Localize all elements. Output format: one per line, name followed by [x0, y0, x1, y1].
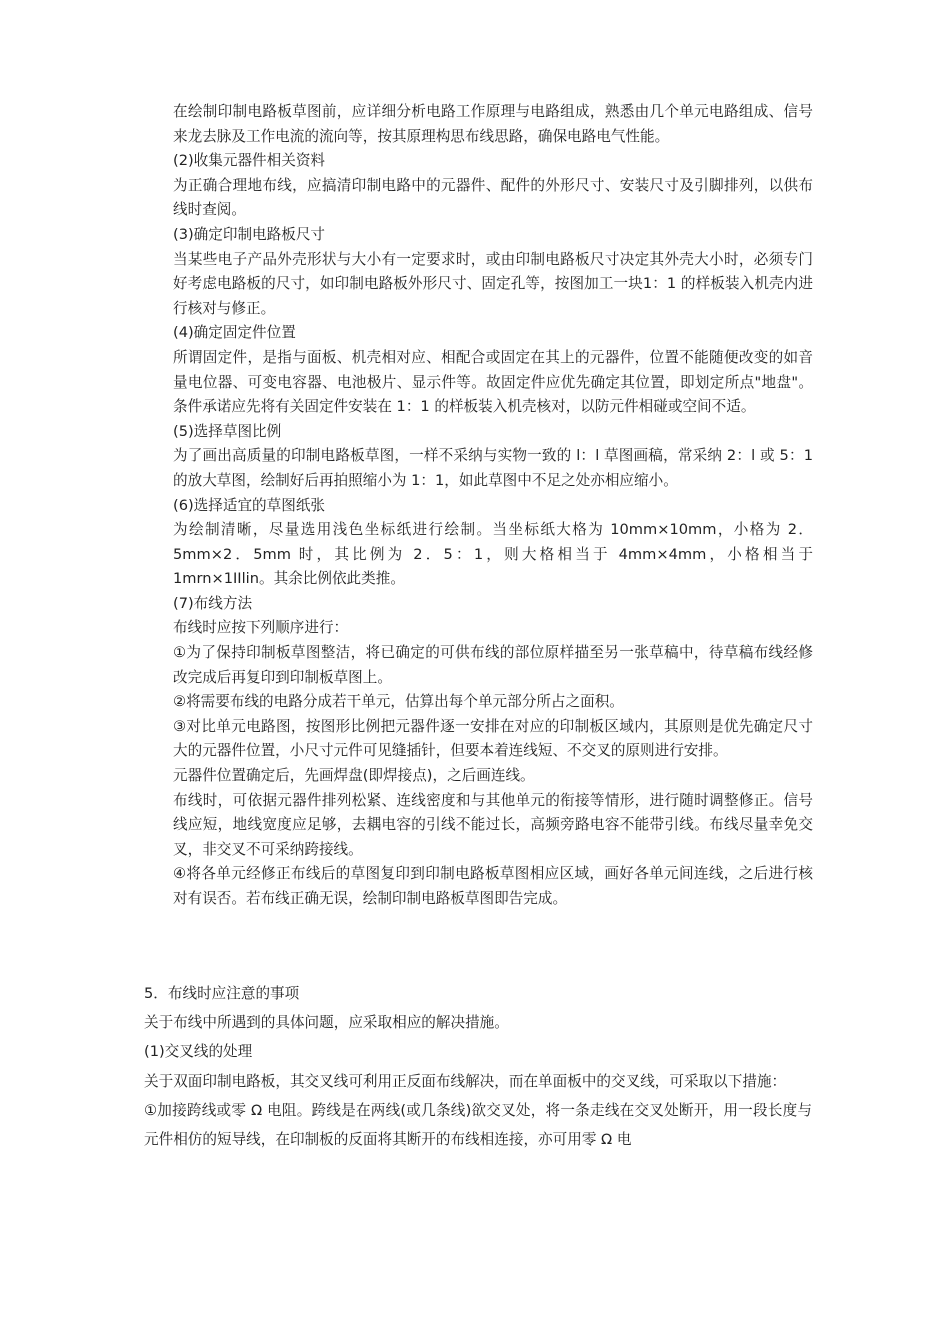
- paragraph: 所谓固定件，是指与面板、机壳相对应、相配合或固定在其上的元器件，位置不能随便改变的如音量电位器、可变电容器、电池极片、显示件等。故固定件应优先确定其位置，即划定所点"地盘"。条件承诺应先将有关固定件安装在 1：1 的样板装入机壳核对，以防元件相碰或空间不适。: [173, 348, 813, 416]
- subheading: (5)选择草图比例: [173, 422, 282, 440]
- paragraph: 为绘制清晰，尽量选用浅色坐标纸进行绘制。当坐标纸大格为 10mm×10mm，小格为 2．5mm×2．5mm 时，其比例为 2．5：1，则大格相当于 4mm×4mm，小格相当于 1mrn×1IIlin。其余比例依此类推。: [173, 521, 813, 588]
- subheading: (2)收集元器件相关资料: [173, 152, 326, 170]
- paragraph: 为了画出高质量的印制电路板草图，一样不采纳与实物一致的 l：l 草图画稿，常采纳 2：l 或 5：1 的放大草图，绘制好后再拍照缩小为 1：1，如此草图中不足之处亦相应缩小。: [173, 447, 813, 489]
- paragraph: 布线时应按下列顺序进行：: [173, 619, 349, 637]
- indented-text-block: [173, 100, 813, 912]
- outer-text-block: [144, 979, 812, 1154]
- paragraph: 为正确合理地布线，应搞清印制电路中的元器件、配件的外形尺寸、安装尺寸及引脚排列，以供布线时查阅。: [173, 176, 813, 219]
- list-item: ②将需要布线的电路分成若干单元，估算出每个单元部分所占之面积。: [173, 693, 624, 711]
- paragraph: 当某些电子产品外壳形状与大小有一定要求时，或由印制电路板尺寸决定其外壳大小时，必须专门好考虑电路板的尺寸，如印制电路板外形尺寸、固定孔等，按图加工一块1：1 的样板装入机壳内进行核对与修正。: [173, 250, 813, 317]
- list-item: ①为了保持印制板草图整洁，将已确定的可供布线的部位原样描至另一张草稿中，待草稿布线经修改完成后再复印到印制板草图上。: [173, 644, 813, 686]
- subheading: (6)选择适宜的草图纸张: [173, 496, 326, 514]
- subheading: (1)交叉线的处理: [144, 1043, 253, 1061]
- subheading: (4)确定固定件位置: [173, 324, 296, 342]
- paragraph: 布线时，可依据元器件排列松紧、连线密度和与其他单元的衔接等情形，进行随时调整修正。信号线应短，地线宽度应足够，去耦电容的引线不能过长，高频旁路电容不能带引线。布线尽量幸免交叉，非交叉不可采纳跨接线。: [173, 791, 813, 858]
- subheading: (7)布线方法: [173, 594, 253, 612]
- section-heading: 5．布线时应注意的事项: [144, 985, 300, 1002]
- list-item: ①加接跨线或零 Ω 电阻。跨线是在两线(或几条线)欲交叉处，将一条走线在交叉处断开，用一段长度与元件相仿的短导线，在印制板的反面将其断开的布线相连接，亦可用零 Ω 电: [144, 1101, 812, 1149]
- subheading: (3)确定印制电路板尺寸: [173, 225, 326, 243]
- paragraph: 关于双面印制电路板，其交叉线可利用正反面布线解决，而在单面板中的交叉线，可采取以下措施：: [144, 1072, 787, 1090]
- paragraph: 元器件位置确定后，先画焊盘(即焊接点)，之后画连线。: [173, 767, 535, 785]
- list-item: ③对比单元电路图，按图形比例把元器件逐一安排在对应的印制板区域内，其原则是优先确定尺寸大的元器件位置，小尺寸元件可见缝插针，但要本着连线短、不交叉的原则进行安排。: [173, 717, 813, 760]
- paragraph: 关于布线中所遇到的具体问题，应采取相应的解决措施。: [144, 1014, 509, 1032]
- list-item: ④将各单元经修正布线后的草图复印到印制电路板草图相应区域，画好各单元间连线，之后进行核对有误否。若布线正确无误，绘制印制电路板草图即告完成。: [173, 865, 813, 907]
- paragraph: 在绘制印制电路板草图前，应详细分析电路工作原理与电路组成，熟悉由几个单元电路组成、信号来龙去脉及工作电流的流向等，按其原理构思布线思路，确保电路电气性能。: [173, 103, 813, 145]
